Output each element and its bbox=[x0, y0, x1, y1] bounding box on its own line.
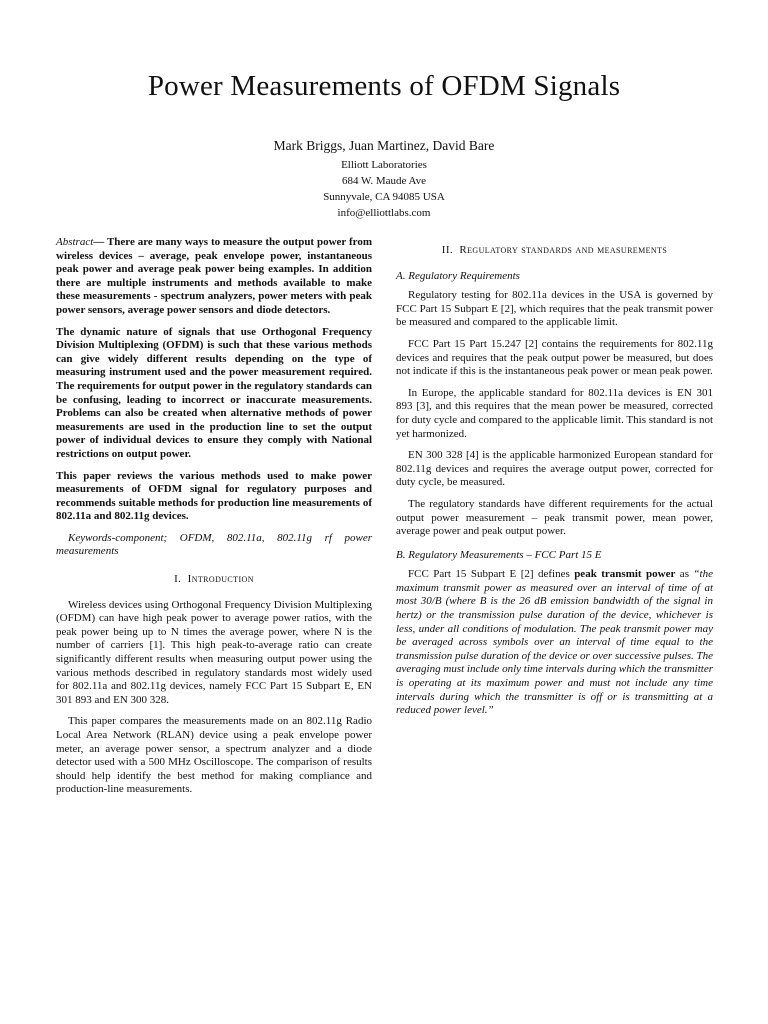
affiliation-street: 684 W. Maude Ave bbox=[341, 175, 427, 187]
definition-quote: “the maximum transmit power as measured over an interval of time of at most 30/B (where B is the 26 dB emission bandwidth of the signal in hertz) or the transmission pulse duration of the device, whichever is less, under all conditions of modulation. The peak transmit power may be averaged across symbols over an interval of time equal to the transmission pulse duration of the device or over successive pulses. The averaging must include only time intervals during which the transmitter is operating at its maximum power and must not include any time intervals during which the transmitter is off or is transmitting at a reduced power level.” bbox=[396, 568, 713, 717]
section-number: II. bbox=[441, 244, 454, 256]
abstract-paragraph-1 bbox=[56, 236, 372, 318]
subsection-heading-b: B. Regulatory Measurements – FCC Part 15 E bbox=[396, 548, 602, 561]
affiliation-email: info@elliottlabs.com bbox=[337, 207, 431, 219]
definition-lead: FCC Part 15 Subpart E [2] defines bbox=[408, 568, 575, 581]
right-column bbox=[396, 236, 713, 726]
section-number: I. bbox=[174, 573, 182, 586]
reg-definition-paragraph bbox=[396, 568, 713, 718]
reg-paragraph-4: EN 300 328 [4] is the applicable harmonized European standard for 802.11g devices and requires the average output power, corrected for duty cycle, be measured. bbox=[396, 449, 713, 489]
author-list: Mark Briggs, Juan Martinez, David Bare bbox=[273, 138, 495, 153]
section-heading-regulatory bbox=[396, 244, 713, 258]
abstract-paragraph-3: This paper reviews the various methods used to make power measurements of OFDM signal for regulatory purposes and recommends suitable methods for production line measurements of 802.11a and 802.11g devices. bbox=[56, 469, 372, 523]
definition-term: peak transmit power bbox=[574, 568, 676, 581]
reg-paragraph-5: The regulatory standards have different requirements for the actual output power measurement – peak transmit power, mean power, average power and peak output power. bbox=[396, 497, 713, 538]
abstract-text-1: There are many ways to measure the output power from wireless devices – average, peak envelope power, instantaneous peak power and average peak power being examples. In addition there are multiple instruments and methods available to make these measurements - spectrum analyzers, power meters with peak power sensors, average power sensors and diode detectors. bbox=[56, 236, 372, 316]
affiliation-city: Sunnyvale, CA 94085 USA bbox=[323, 191, 445, 203]
reg-paragraph-1: Regulatory testing for 802.11a devices in the USA is governed by FCC Part 15 Subpart E [2], which requires that the peak transmit power be measured and compared to the applicable limit. bbox=[396, 289, 713, 329]
abstract-paragraph-2: The dynamic nature of signals that use Orthogonal Frequency Division Multiplexing (OFDM) is such that these various methods can give widely different results depending on the type of measuring instrument used and the power measurement required. The requirements for output power in the regulatory standards can be confusing, leading to incorrect or inaccurate measurements. Problems can also be created when alternative methods of power measurements are used in the production line to set the output power of individual devices to ensure they comply with National restrictions on output power. bbox=[56, 325, 372, 460]
section-title: Regulatory standards and measurements bbox=[459, 244, 668, 256]
left-column bbox=[56, 236, 372, 805]
intro-paragraph-1: Wireless devices using Orthogonal Frequency Division Multiplexing (OFDM) can have high peak power to average power ratios, with the peak power being up to N times the average power, where N is the number of carriers [1]. This high peak-to-average ratio can create significantly different results when measuring output power using the various methods described in regulatory standards most widely used for 802.11a and 802.11g devices, namely FCC Part 15 Subpart E, EN 301 893 and EN 300 328. bbox=[56, 598, 372, 706]
reg-paragraph-3: In Europe, the applicable standard for 802.11a devices is EN 301 893 [3], and this requires that the mean power be measured, corrected for duty cycle and compared to the applicable limit. This standard is not yet harmonized. bbox=[396, 386, 713, 440]
intro-paragraph-2: This paper compares the measurements made on an 802.11g Radio Local Area Network (RLAN) device using a peak envelope power meter, an average power sensor, a spectrum analyzer and a diode detector used with a 500 MHz Oscilloscope. The comparison of results should help identify the best method for making compliance and production-line measurements. bbox=[56, 715, 372, 796]
section-title: Introduction bbox=[187, 573, 254, 586]
affiliation-block bbox=[0, 157, 768, 221]
definition-as: as bbox=[675, 568, 694, 581]
paper-title: Power Measurements of OFDM Signals bbox=[147, 70, 621, 102]
section-heading-introduction bbox=[56, 573, 372, 587]
subsection-heading-a: A. Regulatory Requirements bbox=[396, 269, 520, 282]
reg-paragraph-2: FCC Part 15 Part 15.247 [2] contains the requirements for 802.11g devices and requires that the peak output power be measured, but does not indicate if this is the instantaneous peak power or mean peak power. bbox=[396, 337, 713, 378]
abstract-label: Abstract bbox=[56, 236, 94, 248]
affiliation-org: Elliott Laboratories bbox=[341, 159, 427, 171]
abstract-dash: — bbox=[93, 236, 107, 248]
keywords: Keywords-component; OFDM, 802.11a, 802.11g rf power measurements bbox=[56, 531, 372, 558]
